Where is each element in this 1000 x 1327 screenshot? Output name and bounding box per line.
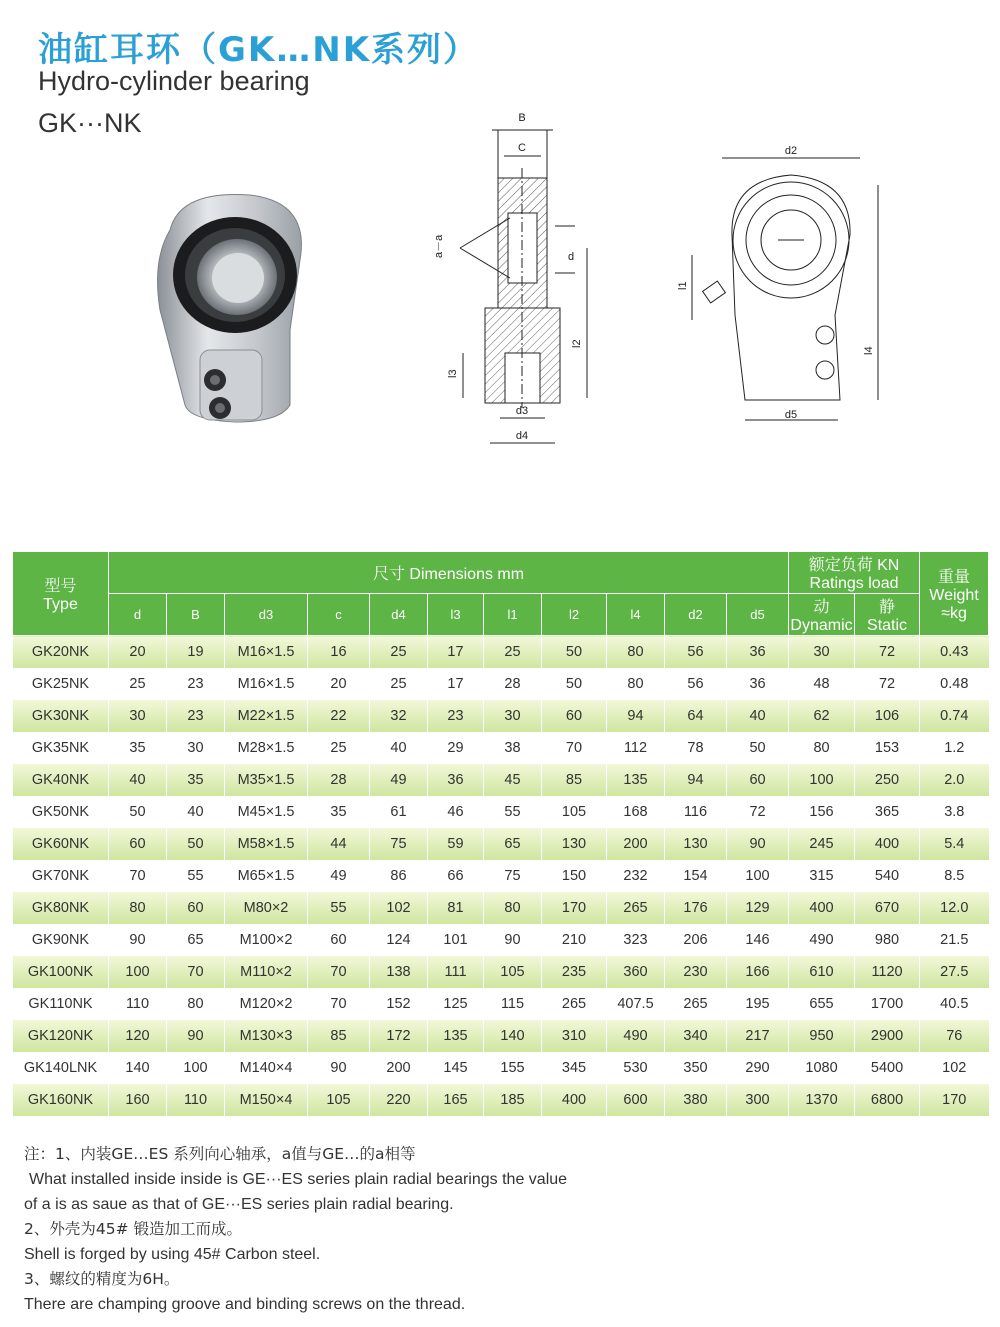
type-cell: GK30NK	[13, 700, 109, 732]
value-cell: 110	[167, 1084, 225, 1116]
value-cell: 655	[789, 988, 855, 1020]
value-cell: 28	[308, 764, 370, 796]
table-row	[13, 892, 989, 924]
col-header-d4: d4	[370, 594, 428, 636]
value-cell: 0.74	[920, 700, 989, 732]
value-cell: 20	[308, 668, 370, 700]
note-3-en: There are champing groove and binding screws on the thread.	[24, 1296, 466, 1313]
value-cell: 94	[607, 700, 665, 732]
table-row	[13, 636, 989, 669]
col-header-d: d	[109, 594, 167, 636]
value-cell: 140	[109, 1052, 167, 1084]
value-cell: M130×3	[225, 1020, 308, 1052]
value-cell: 32	[370, 700, 428, 732]
value-cell: 81	[428, 892, 484, 924]
value-cell: 64	[665, 700, 727, 732]
label-d: d	[568, 251, 575, 263]
value-cell: 540	[855, 860, 920, 892]
value-cell: 80	[607, 668, 665, 700]
value-cell: 610	[789, 956, 855, 988]
static-header: 静 Static	[855, 594, 920, 636]
ratings-header: 额定负荷 KN Ratings load	[789, 552, 920, 594]
value-cell: M16×1.5	[225, 636, 308, 669]
value-cell: 46	[428, 796, 484, 828]
value-cell: 80	[484, 892, 542, 924]
side-view-drawing	[660, 140, 905, 440]
value-cell: 86	[370, 860, 428, 892]
value-cell: 76	[920, 1020, 989, 1052]
value-cell: M58×1.5	[225, 828, 308, 860]
table-row	[13, 828, 989, 860]
value-cell: 60	[542, 700, 607, 732]
value-cell: 106	[855, 700, 920, 732]
value-cell: 115	[484, 988, 542, 1020]
value-cell: 156	[789, 796, 855, 828]
col-header-c: c	[308, 594, 370, 636]
col-header-d2: d2	[665, 594, 727, 636]
type-cell: GK20NK	[13, 636, 109, 669]
label-aa: a－a	[433, 234, 445, 258]
value-cell: 265	[542, 988, 607, 1020]
value-cell: 20	[109, 636, 167, 669]
page-title-model: GK···NK	[38, 108, 142, 138]
value-cell: 19	[167, 636, 225, 669]
value-cell: 45	[484, 764, 542, 796]
value-cell: 125	[428, 988, 484, 1020]
table-row	[13, 796, 989, 828]
value-cell: 55	[308, 892, 370, 924]
value-cell: 111	[428, 956, 484, 988]
value-cell: 40.5	[920, 988, 989, 1020]
value-cell: 50	[109, 796, 167, 828]
value-cell: 315	[789, 860, 855, 892]
value-cell: 165	[428, 1084, 484, 1116]
value-cell: 23	[167, 700, 225, 732]
value-cell: 55	[484, 796, 542, 828]
value-cell: 150	[542, 860, 607, 892]
value-cell: 70	[308, 956, 370, 988]
value-cell: 29	[428, 732, 484, 764]
value-cell: 75	[370, 828, 428, 860]
value-cell: 25	[370, 668, 428, 700]
col-header-l1: l1	[484, 594, 542, 636]
value-cell: 70	[167, 956, 225, 988]
value-cell: 0.43	[920, 636, 989, 669]
value-cell: 350	[665, 1052, 727, 1084]
value-cell: 66	[428, 860, 484, 892]
value-cell: 152	[370, 988, 428, 1020]
note-1-en-b: of a is as saue as that of GE···ES series plain radial bearing.	[24, 1196, 454, 1213]
value-cell: 195	[727, 988, 789, 1020]
value-cell: 400	[789, 892, 855, 924]
note-3-cn: 3、螺纹的精度为6H。	[24, 1270, 180, 1288]
type-header: 型号 Type	[13, 552, 109, 636]
value-cell: 75	[484, 860, 542, 892]
value-cell: 78	[665, 732, 727, 764]
value-cell: 365	[855, 796, 920, 828]
table-row	[13, 1020, 989, 1052]
value-cell: 265	[607, 892, 665, 924]
section-drawing	[430, 108, 620, 463]
value-cell: 200	[607, 828, 665, 860]
value-cell: 154	[665, 860, 727, 892]
value-cell: 200	[370, 1052, 428, 1084]
value-cell: 85	[308, 1020, 370, 1052]
value-cell: 17	[428, 668, 484, 700]
table-row	[13, 988, 989, 1020]
value-cell: 70	[542, 732, 607, 764]
value-cell: M140×4	[225, 1052, 308, 1084]
value-cell: 30	[789, 636, 855, 669]
value-cell: 50	[727, 732, 789, 764]
value-cell: 56	[665, 636, 727, 669]
value-cell: 8.5	[920, 860, 989, 892]
value-cell: 345	[542, 1052, 607, 1084]
value-cell: 176	[665, 892, 727, 924]
value-cell: 217	[727, 1020, 789, 1052]
col-header-l3: l3	[428, 594, 484, 636]
table-row	[13, 700, 989, 732]
value-cell: M35×1.5	[225, 764, 308, 796]
value-cell: 90	[727, 828, 789, 860]
value-cell: 100	[167, 1052, 225, 1084]
value-cell: 50	[542, 636, 607, 669]
value-cell: 49	[308, 860, 370, 892]
value-cell: 230	[665, 956, 727, 988]
value-cell: 65	[484, 828, 542, 860]
value-cell: 670	[855, 892, 920, 924]
weight-header: 重量 Weight ≈kg	[920, 552, 989, 636]
type-cell: GK60NK	[13, 828, 109, 860]
table-row	[13, 732, 989, 764]
value-cell: 12.0	[920, 892, 989, 924]
value-cell: 206	[665, 924, 727, 956]
value-cell: 27.5	[920, 956, 989, 988]
value-cell: 62	[789, 700, 855, 732]
value-cell: 60	[308, 924, 370, 956]
value-cell: 25	[109, 668, 167, 700]
value-cell: 245	[789, 828, 855, 860]
value-cell: 80	[789, 732, 855, 764]
note-1-cn: 注：1、内装GE…ES 系列向心轴承，a值与GE…的a相等	[24, 1145, 416, 1163]
value-cell: 105	[542, 796, 607, 828]
value-cell: 90	[484, 924, 542, 956]
value-cell: 6800	[855, 1084, 920, 1116]
value-cell: 407.5	[607, 988, 665, 1020]
value-cell: 36	[428, 764, 484, 796]
type-cell: GK40NK	[13, 764, 109, 796]
value-cell: 30	[484, 700, 542, 732]
note-1-en-a: What installed inside inside is GE···ES series plain radial bearings the value	[29, 1171, 568, 1188]
value-cell: 135	[607, 764, 665, 796]
value-cell: 40	[727, 700, 789, 732]
table-row	[13, 668, 989, 700]
value-cell: M65×1.5	[225, 860, 308, 892]
type-cell: GK50NK	[13, 796, 109, 828]
value-cell: 135	[428, 1020, 484, 1052]
value-cell: 36	[727, 668, 789, 700]
value-cell: 61	[370, 796, 428, 828]
value-cell: 1700	[855, 988, 920, 1020]
value-cell: M150×4	[225, 1084, 308, 1116]
value-cell: 22	[308, 700, 370, 732]
value-cell: 17	[428, 636, 484, 669]
value-cell: 102	[370, 892, 428, 924]
value-cell: 48	[789, 668, 855, 700]
value-cell: 400	[542, 1084, 607, 1116]
col-header-l4: l4	[607, 594, 665, 636]
value-cell: 140	[484, 1020, 542, 1052]
value-cell: 55	[167, 860, 225, 892]
value-cell: 168	[607, 796, 665, 828]
value-cell: 2.0	[920, 764, 989, 796]
type-cell: GK25NK	[13, 668, 109, 700]
value-cell: 25	[308, 732, 370, 764]
value-cell: 72	[855, 636, 920, 669]
value-cell: 323	[607, 924, 665, 956]
value-cell: 1080	[789, 1052, 855, 1084]
value-cell: 85	[542, 764, 607, 796]
value-cell: 16	[308, 636, 370, 669]
value-cell: 490	[789, 924, 855, 956]
value-cell: 145	[428, 1052, 484, 1084]
col-header-b: B	[167, 594, 225, 636]
value-cell: 105	[308, 1084, 370, 1116]
value-cell: 21.5	[920, 924, 989, 956]
value-cell: 25	[370, 636, 428, 669]
value-cell: 60	[167, 892, 225, 924]
value-cell: 90	[109, 924, 167, 956]
value-cell: 49	[370, 764, 428, 796]
value-cell: 360	[607, 956, 665, 988]
value-cell: M100×2	[225, 924, 308, 956]
label-c: C	[518, 142, 526, 154]
value-cell: 40	[167, 796, 225, 828]
value-cell: 1120	[855, 956, 920, 988]
value-cell: M22×1.5	[225, 700, 308, 732]
value-cell: 1370	[789, 1084, 855, 1116]
table-row	[13, 1052, 989, 1084]
value-cell: 90	[308, 1052, 370, 1084]
value-cell: 153	[855, 732, 920, 764]
dimensions-header: 尺寸 Dimensions mm	[109, 552, 789, 594]
note-2-cn: 2、外壳为45# 锻造加工而成。	[24, 1220, 242, 1238]
value-cell: 950	[789, 1020, 855, 1052]
value-cell: 130	[542, 828, 607, 860]
type-cell: GK110NK	[13, 988, 109, 1020]
value-cell: 100	[109, 956, 167, 988]
table-row	[13, 956, 989, 988]
value-cell: 120	[109, 1020, 167, 1052]
value-cell: 530	[607, 1052, 665, 1084]
label-d3: d3	[515, 405, 529, 417]
value-cell: 400	[855, 828, 920, 860]
value-cell: 1.2	[920, 732, 989, 764]
type-cell: GK35NK	[13, 732, 109, 764]
type-cell: GK140LNK	[13, 1052, 109, 1084]
value-cell: 300	[727, 1084, 789, 1116]
value-cell: 102	[920, 1052, 989, 1084]
value-cell: 490	[607, 1020, 665, 1052]
value-cell: 36	[727, 636, 789, 669]
value-cell: 980	[855, 924, 920, 956]
value-cell: 60	[109, 828, 167, 860]
value-cell: 40	[370, 732, 428, 764]
table-row	[13, 764, 989, 796]
value-cell: 232	[607, 860, 665, 892]
label-l1: l1	[677, 281, 689, 290]
value-cell: M28×1.5	[225, 732, 308, 764]
value-cell: 56	[665, 668, 727, 700]
value-cell: 210	[542, 924, 607, 956]
type-cell: GK160NK	[13, 1084, 109, 1116]
product-photo	[140, 190, 350, 430]
table-row	[13, 860, 989, 892]
value-cell: 124	[370, 924, 428, 956]
value-cell: 35	[167, 764, 225, 796]
value-cell: 23	[167, 668, 225, 700]
value-cell: 38	[484, 732, 542, 764]
value-cell: 60	[727, 764, 789, 796]
value-cell: 250	[855, 764, 920, 796]
note-2-en: Shell is forged by using 45# Carbon steel.	[24, 1246, 321, 1263]
value-cell: 100	[789, 764, 855, 796]
value-cell: 30	[167, 732, 225, 764]
value-cell: 70	[109, 860, 167, 892]
value-cell: 59	[428, 828, 484, 860]
value-cell: 30	[109, 700, 167, 732]
value-cell: 2900	[855, 1020, 920, 1052]
value-cell: 25	[484, 636, 542, 669]
value-cell: M16×1.5	[225, 668, 308, 700]
value-cell: 90	[167, 1020, 225, 1052]
value-cell: 172	[370, 1020, 428, 1052]
value-cell: 5400	[855, 1052, 920, 1084]
col-header-d3: d3	[225, 594, 308, 636]
value-cell: 50	[167, 828, 225, 860]
value-cell: 80	[109, 892, 167, 924]
value-cell: 110	[109, 988, 167, 1020]
value-cell: 35	[109, 732, 167, 764]
label-d5: d5	[784, 409, 798, 421]
dynamic-header: 动 Dynamic	[789, 594, 855, 636]
col-header-d5: d5	[727, 594, 789, 636]
type-cell: GK120NK	[13, 1020, 109, 1052]
value-cell: 72	[855, 668, 920, 700]
label-d4: d4	[515, 430, 529, 442]
label-l2: l2	[571, 339, 583, 348]
value-cell: 310	[542, 1020, 607, 1052]
col-header-l2: l2	[542, 594, 607, 636]
value-cell: 28	[484, 668, 542, 700]
value-cell: 44	[308, 828, 370, 860]
value-cell: 94	[665, 764, 727, 796]
value-cell: 100	[727, 860, 789, 892]
label-l3: l3	[447, 369, 459, 378]
table-row	[13, 924, 989, 956]
value-cell: 80	[167, 988, 225, 1020]
value-cell: 146	[727, 924, 789, 956]
table-row	[13, 1084, 989, 1116]
value-cell: 170	[920, 1084, 989, 1116]
value-cell: 235	[542, 956, 607, 988]
value-cell: 70	[308, 988, 370, 1020]
value-cell: 105	[484, 956, 542, 988]
value-cell: 265	[665, 988, 727, 1020]
value-cell: 5.4	[920, 828, 989, 860]
value-cell: M80×2	[225, 892, 308, 924]
value-cell: 0.48	[920, 668, 989, 700]
type-cell: GK80NK	[13, 892, 109, 924]
value-cell: 65	[167, 924, 225, 956]
value-cell: 185	[484, 1084, 542, 1116]
value-cell: 112	[607, 732, 665, 764]
value-cell: 35	[308, 796, 370, 828]
value-cell: 170	[542, 892, 607, 924]
value-cell: 50	[542, 668, 607, 700]
value-cell: 290	[727, 1052, 789, 1084]
label-d2: d2	[784, 145, 798, 157]
page-title-en: Hydro-cylinder bearing	[38, 66, 310, 96]
value-cell: 220	[370, 1084, 428, 1116]
value-cell: 155	[484, 1052, 542, 1084]
value-cell: 80	[607, 636, 665, 669]
type-cell: GK100NK	[13, 956, 109, 988]
value-cell: 380	[665, 1084, 727, 1116]
value-cell: 130	[665, 828, 727, 860]
value-cell: 600	[607, 1084, 665, 1116]
value-cell: 166	[727, 956, 789, 988]
value-cell: 3.8	[920, 796, 989, 828]
value-cell: 340	[665, 1020, 727, 1052]
notes	[24, 1142, 567, 1317]
spec-table	[12, 551, 989, 1116]
value-cell: 160	[109, 1084, 167, 1116]
label-b: B	[518, 112, 526, 124]
page-title-cn: 油缸耳环（GK…NK系列）	[38, 30, 480, 70]
value-cell: 129	[727, 892, 789, 924]
value-cell: 40	[109, 764, 167, 796]
value-cell: 138	[370, 956, 428, 988]
type-cell: GK90NK	[13, 924, 109, 956]
value-cell: M120×2	[225, 988, 308, 1020]
value-cell: 116	[665, 796, 727, 828]
value-cell: M45×1.5	[225, 796, 308, 828]
value-cell: 101	[428, 924, 484, 956]
value-cell: 23	[428, 700, 484, 732]
value-cell: M110×2	[225, 956, 308, 988]
value-cell: 72	[727, 796, 789, 828]
type-cell: GK70NK	[13, 860, 109, 892]
label-l4: l4	[863, 346, 875, 355]
